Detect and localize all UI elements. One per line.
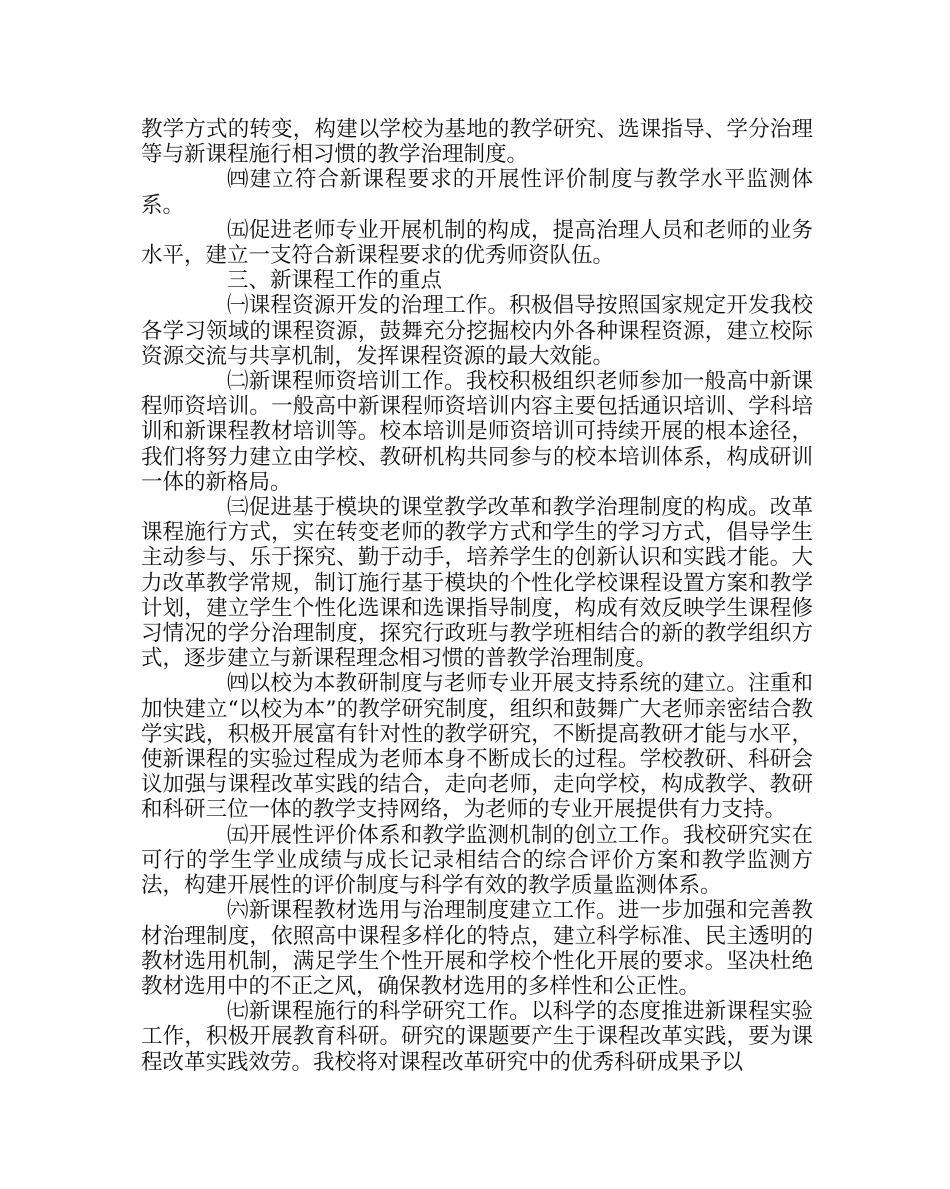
document-body [141,117,813,1075]
paragraph-focus-4: ㈣以校为本教研制度与老师专业开展支持系统的建立。注重和加快建立“以校为本”的教学研究制度，组织和鼓舞广大老师亲密结合教学实践，积极开展富有针对性的教学研究，不断提高教研才能与水平，使新课程的实验过程成为老师本身不断成长的过程。学校教研、科研会议加强与课程改革实践的结合，走向老师，走向学校，构成教学、教研和科研三位一体的教学支持网络，为老师的专业开展提供有力支持。 [141,671,813,823]
paragraph-focus-3: ㈢促进基于模块的课堂教学改革和教学治理制度的构成。改革课程施行方式，实在转变老师的教学方式和学生的学习方式，倡导学生主动参与、乐于探究、勤于动手，培养学生的创新认识和实践才能。大力改革教学常规，制订施行基于模块的个性化学校课程设置方案和教学计划，建立学生个性化选课和选课指导制度，构成有效反映学生课程修习情况的学分治理制度，探究行政班与教学班相结合的新的教学组织方式，逐步建立与新课程理念相习惯的普教学治理制度。 [141,495,813,672]
paragraph-focus-7: ㈦新课程施行的科学研究工作。以科学的态度推进新课程实验工作，积极开展教育科研。研究的课题要产生于课程改革实践，要为课程改革实践效劳。我校将对课程改革研究中的优秀科研成果予以 [141,999,813,1075]
paragraph-focus-1: ㈠课程资源开发的治理工作。积极倡导按照国家规定开发我校各学习领域的课程资源，鼓舞充分挖掘校内外各种课程资源，建立校际资源交流与共享机制，发挥课程资源的最大效能。 [141,293,813,369]
paragraph-continuation: 教学方式的转变，构建以学校为基地的教学研究、选课指导、学分治理等与新课程施行相习惯的教学治理制度。 [141,117,813,168]
section-heading: 三、新课程工作的重点 [227,268,443,294]
paragraph-focus-6: ㈥新课程教材选用与治理制度建立工作。进一步加强和完善教材治理制度，依照高中课程多样化的特点，建立科学标准、民主透明的教材选用机制，满足学生个性开展和学校个性化开展的要求。坚决杜绝教材选用中的不正之风，确保教材选用的多样性和公正性。 [141,898,813,999]
paragraph-item-4-evaluation: ㈣建立符合新课程要求的开展性评价制度与教学水平监测体系。 [141,167,813,218]
paragraph-focus-2: ㈡新课程师资培训工作。我校积极组织老师参加一般高中新课程师资培训。一般高中新课程师资培训内容主要包括通识培训、学科培训和新课程教材培训等。校本培训是师资培训可持续开展的根本途径，我们将努力建立由学校、教研机构共同参与的校本培训体系，构成研训一体的新格局。 [141,369,813,495]
paragraph-item-5-teacher-development: ㈤促进老师专业开展机制的构成，提高治理人员和老师的业务水平，建立一支符合新课程要求的优秀师资队伍。 [141,217,813,269]
paragraph-focus-5: ㈤开展性评价体系和教学监测机制的创立工作。我校研究实在可行的学生学业成绩与成长记录相结合的综合评价方案和教学监测方法，构建开展性的评价制度与科学有效的教学质量监测体系。 [141,822,813,899]
